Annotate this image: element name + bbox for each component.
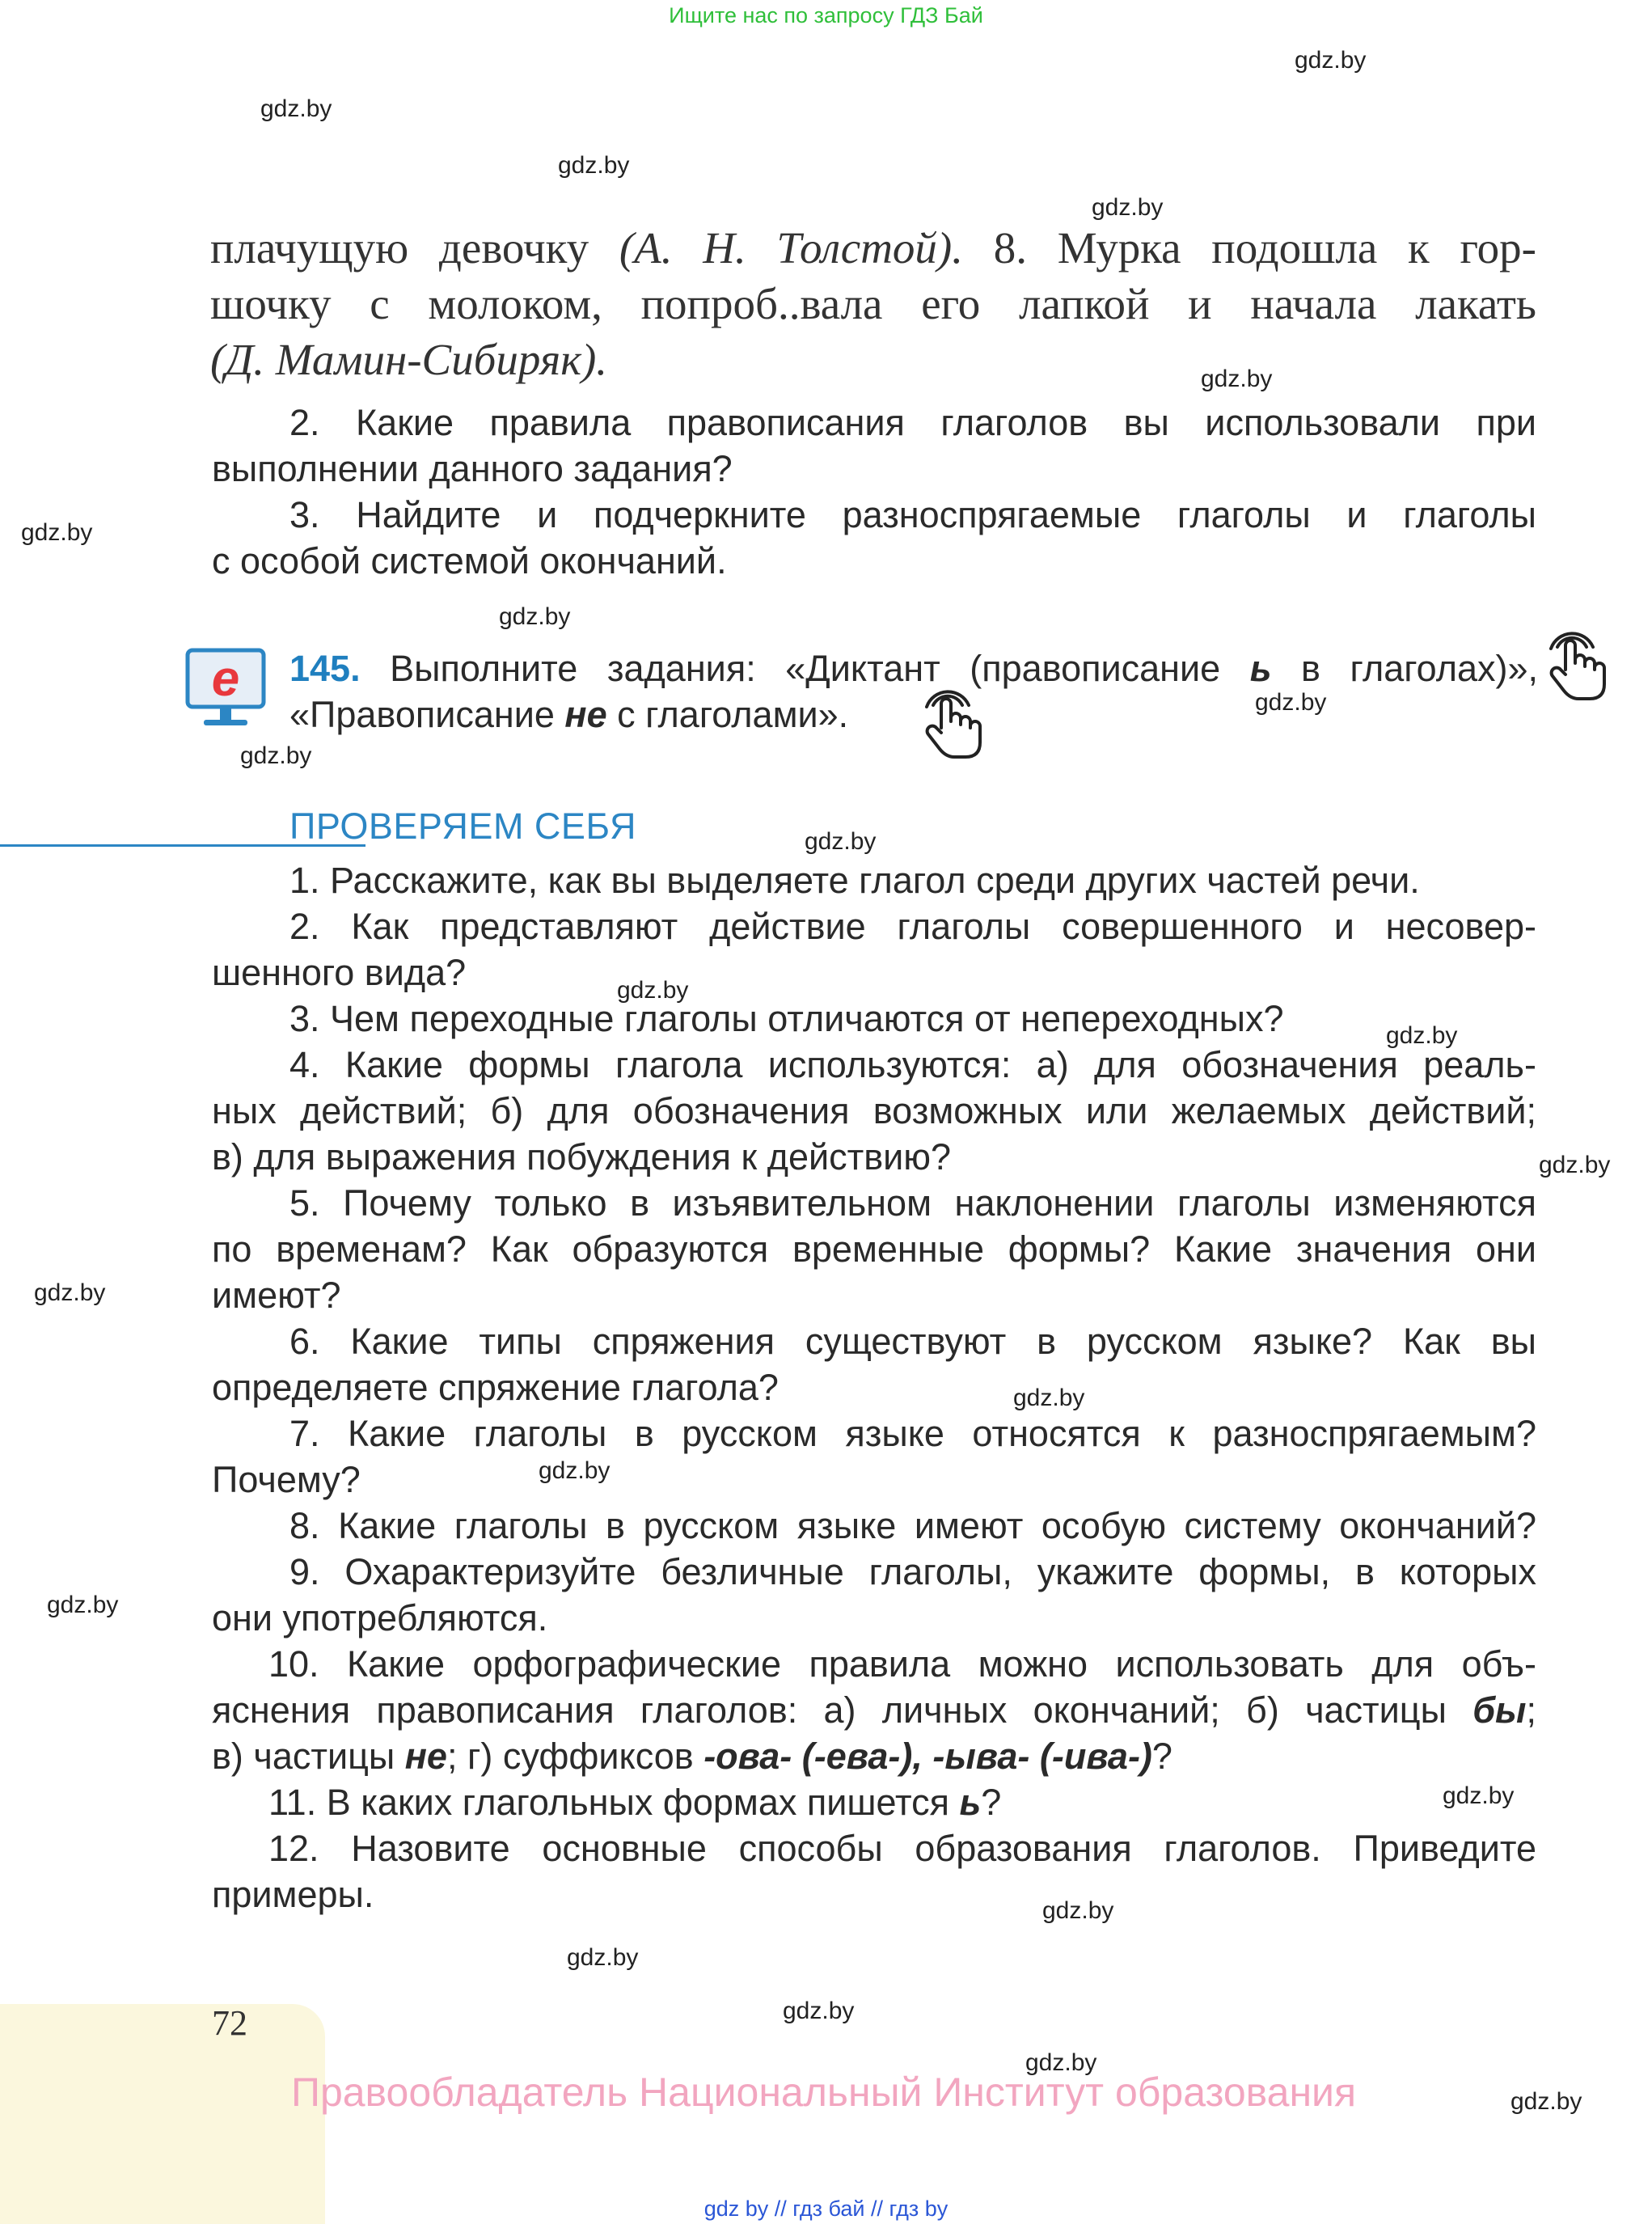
watermark: gdz.by <box>567 1944 639 1971</box>
hand-pointer-icon[interactable] <box>922 681 987 762</box>
watermark: gdz.by <box>240 742 312 769</box>
question-2: 2. Какие правила правописания глаголов вы использовали при выполнении данного задания? <box>212 402 1536 489</box>
page-corner-band <box>0 2004 325 2224</box>
excerpt-line: плачущую девочку (А. Н. Толстой). 8. Мурка подошла к гор- <box>210 223 1536 273</box>
excerpt-line: шочку с молоком, попроб..вала его лапкой и начала лакать <box>210 279 1536 328</box>
author-attribution: (Д. Мамин-Сибиряк). <box>210 335 608 384</box>
literary-excerpt <box>210 220 1536 387</box>
watermark: gdz.by <box>499 603 571 630</box>
watermark: gdz.by <box>1013 1385 1085 1411</box>
check-question-12: 12. Назовите основные способы образования глаголов. Приведите примеры. <box>212 1828 1536 1915</box>
watermark: gdz.by <box>1539 1152 1611 1178</box>
section-title: ПРОВЕРЯЕМ СЕБЯ <box>289 805 636 847</box>
watermark: gdz.by <box>1295 47 1367 74</box>
watermark: gdz.by <box>34 1279 106 1306</box>
watermark: gdz.by <box>47 1592 119 1618</box>
check-question: 9. Охарактеризуйте безличные глаголы, укажите формы, в которых они употребляются. <box>212 1551 1536 1638</box>
check-question-10: 10. Какие орфографические правила можно использовать для объ- яснения правописания глаголов: а) личных окончаний; б) частицы бы; в) частицы не; г) суффиксов -ова- (-ева-), -ыва- (-ива-)? <box>212 1643 1536 1777</box>
exercise-145: 145. Выполните задания: «Диктант (правописание ь в глаголах)», «Правописание не с глаголами». <box>289 648 1538 735</box>
top-notice: Ищите нас по запросу ГДЗ Бай <box>669 3 983 27</box>
check-question-11: 11. В каких глагольных формах пишется ь? <box>268 1782 1002 1823</box>
check-question: 4. Какие формы глагола используются: а) для обозначения реаль- ных действий; б) для обозначения возможных или желаемых действий; в) для выражения побуждения к действию? <box>212 1044 1536 1178</box>
watermark: gdz.by <box>21 519 93 546</box>
check-question: 6. Какие типы спряжения существуют в русском языке? Как вы определяете спряжение глагола? <box>212 1321 1536 1408</box>
watermark: gdz.by <box>1510 2088 1582 2115</box>
check-question: 8. Какие глаголы в русском языке имеют особую систему окончаний? <box>289 1505 1536 1546</box>
watermark: gdz.by <box>805 828 877 855</box>
copyright-footer: Правообладатель Национальный Институт образования <box>291 2070 1357 2115</box>
watermark: gdz.by <box>783 1998 855 2024</box>
watermark: gdz.by <box>1201 366 1273 392</box>
watermark: gdz.by <box>1025 2049 1097 2076</box>
watermark: gdz.by <box>558 152 630 179</box>
watermark: gdz.by <box>1386 1022 1458 1049</box>
exercise-number: 145. <box>289 648 361 689</box>
e-icon-letter: e <box>211 651 240 707</box>
check-question: 2. Как представляют действие глаголы совершенного и несовер- шенного вида? <box>212 906 1536 993</box>
watermark: gdz.by <box>1255 689 1327 716</box>
watermark: gdz.by <box>1443 1782 1515 1809</box>
watermark: gdz.by <box>1092 194 1164 221</box>
author-attribution: (А. Н. Толстой). <box>619 223 963 273</box>
watermark: gdz.by <box>1042 1897 1114 1924</box>
watermark: gdz.by <box>260 95 332 122</box>
hand-pointer-icon[interactable] <box>1546 623 1611 704</box>
check-question: 5. Почему только в изъявительном наклонении глаголы изменяются по временам? Как образуются временные формы? Какие значения они имеют? <box>212 1182 1536 1316</box>
question-3: 3. Найдите и подчеркните разноспрягаемые глаголы и глаголы с особой системой окончаний. <box>212 494 1536 581</box>
check-question: 1. Расскажите, как вы выделяете глагол среди других частей речи. <box>289 860 1420 901</box>
page-number: 72 <box>212 2003 247 2043</box>
bottom-links[interactable]: gdz by // гдз бай // гдз by <box>703 2197 949 2221</box>
watermark: gdz.by <box>539 1457 611 1484</box>
watermark: gdz.by <box>617 977 689 1004</box>
check-question: 3. Чем переходные глаголы отличаются от непереходных? <box>289 998 1284 1039</box>
check-question: 7. Какие глаголы в русском языке относятся к разноспрягаемым? Почему? <box>212 1413 1536 1500</box>
